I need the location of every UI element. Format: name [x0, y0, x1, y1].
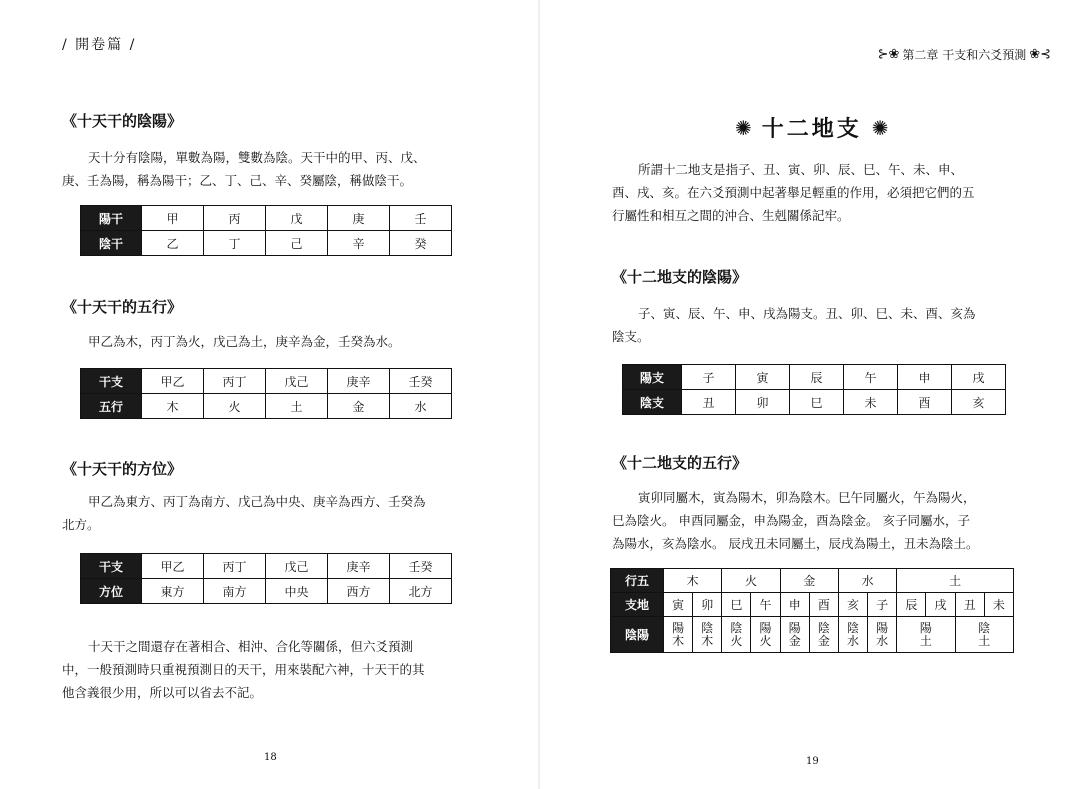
text-line: 子、寅、辰、午、申、戌為陽支。丑、卯、巳、未、酉、亥為 [638, 306, 976, 321]
branch-cell: 亥 [838, 593, 867, 617]
row-header: 干支 [81, 554, 142, 579]
branch-cell: 卯 [693, 593, 722, 617]
main-title: 十二地支 [761, 116, 862, 142]
text-line: 庚、壬為陽，稱為陽干；乙、丁、己、辛、癸屬陰，稱做陰干。 [62, 173, 413, 188]
table-cell: 東方 [142, 579, 204, 604]
table-cell: 丙 [204, 206, 266, 231]
yy-char: 陰 [847, 620, 860, 635]
table-cell: 木 [142, 394, 204, 419]
element-cell: 火 [722, 569, 780, 593]
row-header: 陽干 [81, 206, 142, 231]
table-cell: 戊己 [266, 369, 328, 394]
yinyang-cell-earth-yang [897, 617, 955, 653]
branch-cell: 辰 [897, 593, 926, 617]
table-cell: 壬 [390, 206, 452, 231]
yy-char: 木 [672, 633, 685, 648]
yinyang-cell [751, 617, 780, 653]
text-line: 甲乙為木，丙丁為火，戊己為土，庚辛為金，壬癸為水。 [88, 334, 401, 349]
yy-char: 陰 [817, 620, 830, 635]
yy-char: 陰 [978, 620, 991, 635]
table-cell: 戊 [266, 206, 328, 231]
table-stem-direction [80, 553, 452, 604]
yy-char: 金 [788, 633, 801, 648]
paragraph-yinyang [62, 146, 482, 192]
yy-char: 火 [730, 633, 743, 648]
branch-cell: 戌 [926, 593, 955, 617]
table-cell: 辰 [790, 365, 844, 390]
table-cell: 未 [844, 390, 898, 415]
paragraph-branch-wuxing [612, 486, 1062, 555]
yy-char: 水 [847, 633, 860, 648]
table-cell: 亥 [952, 390, 1006, 415]
yy-char: 陽 [759, 620, 772, 635]
row-header: 陰支 [623, 390, 682, 415]
section-title-direction: 《十天干的方位》 [62, 460, 183, 478]
yy-char: 陽 [919, 620, 932, 635]
section-title-branch-yinyang: 《十二地支的陰陽》 [612, 268, 748, 286]
table-cell: 戌 [952, 365, 1006, 390]
text-line: 他含義很少用，所以可以省去不記。 [62, 685, 263, 700]
table-cell: 水 [390, 394, 452, 419]
table-cell: 火 [204, 394, 266, 419]
table-cell: 己 [266, 231, 328, 256]
branch-cell: 寅 [664, 593, 693, 617]
table-cell: 壬癸 [390, 554, 452, 579]
table-cell: 巳 [790, 390, 844, 415]
yy-char: 土 [919, 633, 932, 648]
row-header: 行五 [611, 569, 664, 593]
yy-char: 陰 [701, 620, 714, 635]
paragraph-intro [612, 158, 1052, 227]
paragraph-direction [62, 490, 482, 536]
table-cell: 乙 [142, 231, 204, 256]
yy-char: 陽 [672, 620, 685, 635]
text-line: 中，一般預測時只重視預測日的天干，用來裝配六神，十天干的其 [62, 662, 425, 677]
paragraph-wuxing [62, 330, 482, 353]
text-line: 陰支。 [612, 329, 650, 344]
text-line: 為陽水，亥為陰水。 辰戌丑未同屬土，辰戌為陽土，丑未為陰土。 [612, 536, 979, 551]
yy-char: 金 [817, 633, 830, 648]
text-line: 十天干之間還存在著相合、相沖、合化等關係，但六爻預測 [88, 639, 414, 654]
table-cell: 北方 [390, 579, 452, 604]
table-branch-wuxing [610, 568, 1014, 653]
row-header: 支地 [611, 593, 664, 617]
yinyang-cell-earth-yin [955, 617, 1013, 653]
yinyang-cell [664, 617, 693, 653]
page-number: 18 [264, 752, 277, 763]
table-cell: 壬癸 [390, 369, 452, 394]
table-cell: 卯 [736, 390, 790, 415]
element-cell: 水 [838, 569, 896, 593]
branch-cell: 丑 [955, 593, 984, 617]
text-line: 北方。 [62, 517, 100, 532]
element-cell: 土 [897, 569, 1014, 593]
yy-char: 土 [978, 633, 991, 648]
table-cell: 癸 [390, 231, 452, 256]
table-cell: 午 [844, 365, 898, 390]
table-cell: 丁 [204, 231, 266, 256]
text-line: 所謂十二地支是指子、丑、寅、卯、辰、巳、午、未、申、 [638, 162, 964, 177]
paragraph-closing [62, 635, 492, 704]
paragraph-branch-yinyang [612, 302, 1052, 348]
row-header: 陰干 [81, 231, 142, 256]
yy-char: 木 [701, 633, 714, 648]
yinyang-cell [780, 617, 809, 653]
branch-cell: 午 [751, 593, 780, 617]
row-header: 五行 [81, 394, 142, 419]
running-header-right [878, 46, 1051, 63]
left-page [0, 0, 540, 789]
row-header: 陽支 [623, 365, 682, 390]
text-line: 甲乙為東方、丙丁為南方、戊己為中央、庚辛為西方、壬癸為 [88, 494, 426, 509]
table-cell: 甲 [142, 206, 204, 231]
branch-cell: 未 [984, 593, 1013, 617]
yy-char: 火 [759, 633, 772, 648]
text-line: 天十分有陰陽，單數為陽，雙數為陰。天干中的甲、丙、戊、 [88, 150, 426, 165]
text-line: 巳為陰火。 申酉同屬金，申為陽金，酉為陰金。 亥子同屬水，子 [612, 513, 970, 528]
yy-char: 陰 [730, 620, 743, 635]
section-title-yinyang: 《十天干的陰陽》 [62, 112, 183, 130]
table-stem-yinyang [80, 205, 452, 256]
table-cell: 庚辛 [328, 554, 390, 579]
table-stem-wuxing [80, 368, 452, 419]
section-title-wuxing: 《十天干的五行》 [62, 298, 183, 316]
yy-char: 水 [876, 633, 889, 648]
branch-cell: 巳 [722, 593, 751, 617]
branch-cell: 申 [780, 593, 809, 617]
yy-char: 陽 [876, 620, 889, 635]
table-cell: 辛 [328, 231, 390, 256]
chapter-title: 第二章 干支和六爻預測 [902, 48, 1027, 62]
table-cell: 戊己 [266, 554, 328, 579]
row-header: 陰陽 [611, 617, 664, 653]
scroll-ornament-icon: ❀⊰ [1029, 47, 1051, 62]
text-line: 酉、戌、亥。在六爻預測中起著舉足輕重的作用，必須把它們的五 [612, 185, 975, 200]
scroll-ornament-icon: ⊱❀ [877, 47, 900, 62]
yinyang-cell [722, 617, 751, 653]
table-cell: 丑 [682, 390, 736, 415]
table-cell: 中央 [266, 579, 328, 604]
yinyang-cell [693, 617, 722, 653]
section-title-branch-wuxing: 《十二地支的五行》 [612, 454, 748, 472]
element-cell: 金 [780, 569, 838, 593]
table-cell: 庚辛 [328, 369, 390, 394]
table-cell: 西方 [328, 579, 390, 604]
table-cell: 丙丁 [204, 554, 266, 579]
table-cell: 申 [898, 365, 952, 390]
row-header: 干支 [81, 369, 142, 394]
running-header-left: / 開卷篇 / [62, 37, 137, 53]
row-header: 方位 [81, 579, 142, 604]
element-cell: 木 [664, 569, 722, 593]
ink-burst-icon: ✺ [871, 115, 889, 140]
table-cell: 土 [266, 394, 328, 419]
text-line: 行屬性和相互之間的沖合、生剋關係記牢。 [612, 208, 850, 223]
ink-burst-icon: ✺ [735, 115, 752, 140]
yinyang-cell [809, 617, 838, 653]
branch-cell: 酉 [809, 593, 838, 617]
table-cell: 丙丁 [204, 369, 266, 394]
branch-cell: 子 [868, 593, 897, 617]
table-cell: 子 [682, 365, 736, 390]
yinyang-cell [868, 617, 897, 653]
table-cell: 酉 [898, 390, 952, 415]
table-cell: 金 [328, 394, 390, 419]
table-cell: 南方 [204, 579, 266, 604]
page-number: 19 [806, 756, 819, 767]
yinyang-cell [838, 617, 867, 653]
table-cell: 甲乙 [142, 554, 204, 579]
right-page [540, 0, 1083, 789]
table-cell: 甲乙 [142, 369, 204, 394]
table-cell: 庚 [328, 206, 390, 231]
yy-char: 陽 [788, 620, 801, 635]
chapter-section-heading [735, 112, 889, 143]
table-branch-yinyang [622, 364, 1006, 415]
text-line: 寅卯同屬木，寅為陽木，卯為陰木。巳午同屬火，午為陽火， [638, 490, 976, 505]
table-cell: 寅 [736, 365, 790, 390]
